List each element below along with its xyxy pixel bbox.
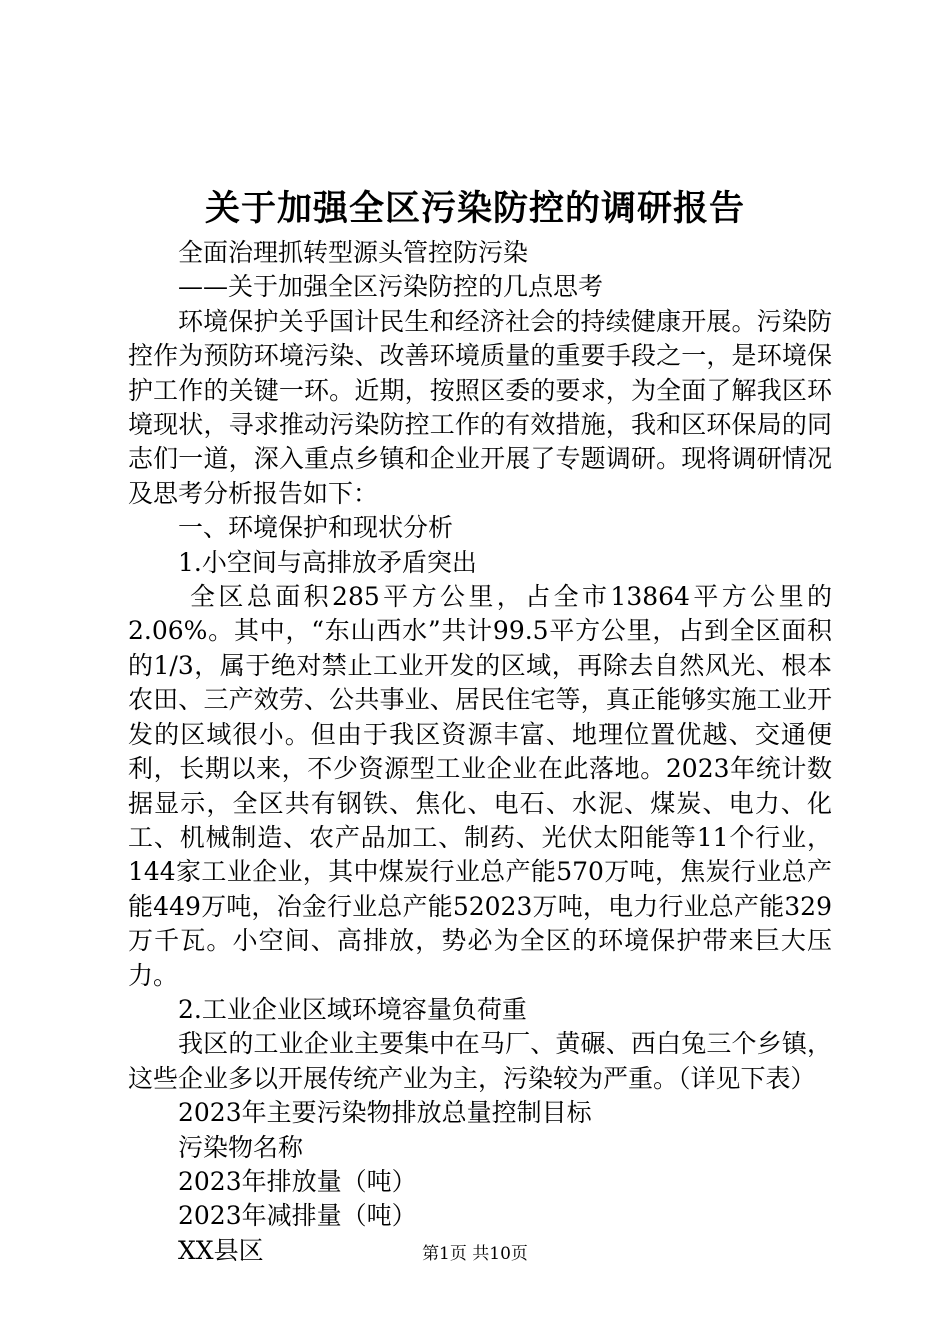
table-header-reduction: 2023年减排量（吨） xyxy=(178,1201,417,1231)
paragraph-area-stats: 全区总面积285平方公里，占全市13864平方公里的2.06%。其中，“东山西水”共计99.5平方公里，占到全区面积的1/3，属于绝对禁止工业开发的区域，再除去自然风光、根本农田、三产效劳、公共事业、居民住宅等，真正能够实施工业开发的区域很小。但由于我区资源丰富、地理位置优越、交通便利，长期以来，不少资源型工业企业在此落地。2023年统计数据显示，全区共有钢铁、焦化、电石、水泥、煤炭、电力、化工、机械制造、农产品加工、制药、光伏太阳能等11个行业，144家工业企业，其中煤炭行业总产能570万吨，焦炭行业总产能449万吨，冶金行业总产能52023万吨，电力行业总产能329万千瓦。小空间、高排放，势必为全区的环境保护带来巨大压力。 xyxy=(128,582,832,990)
document-body xyxy=(128,236,832,1268)
section-heading: 一、环境保护和现状分析 xyxy=(178,513,454,543)
page-number: 第1页 共10页 xyxy=(422,1244,528,1264)
table-caption: 2023年主要污染物排放总量控制目标 xyxy=(178,1098,592,1128)
subtitle: 全面治理抓转型源头管控防污染 xyxy=(178,238,529,267)
table-header-emission: 2023年排放量（吨） xyxy=(178,1166,417,1196)
subsection-heading: 1.小空间与高排放矛盾突出 xyxy=(178,547,477,577)
table-header-pollutant: 污染物名称 xyxy=(178,1132,304,1162)
table-cell-county: XX县区 xyxy=(178,1235,264,1265)
subsection-heading: 2.工业企业区域环境容量负荷重 xyxy=(178,994,527,1024)
paragraph-intro: 环境保护关乎国计民生和经济社会的持续健康开展。污染防控作为预防环境污染、改善环境质量的重要手段之一，是环境保护工作的关键一环。近期，按照区委的要求，为全面了解我区环境现状，寻求推动污染防控工作的有效措施，我和区环保局的同志们一道，深入重点乡镇和企业开展了专题调研。现将调研情况及思考分析报告如下： xyxy=(128,306,832,508)
subtitle-secondary: ——关于加强全区污染防控的几点思考 xyxy=(178,272,604,302)
paragraph-industry-zones: 我区的工业企业主要集中在马厂、黄碾、西白兔三个乡镇，这些企业多以开展传统产业为主，污染较为严重。（详见下表） xyxy=(128,1029,832,1093)
document-title: 关于加强全区污染防控的调研报告 xyxy=(204,188,745,229)
